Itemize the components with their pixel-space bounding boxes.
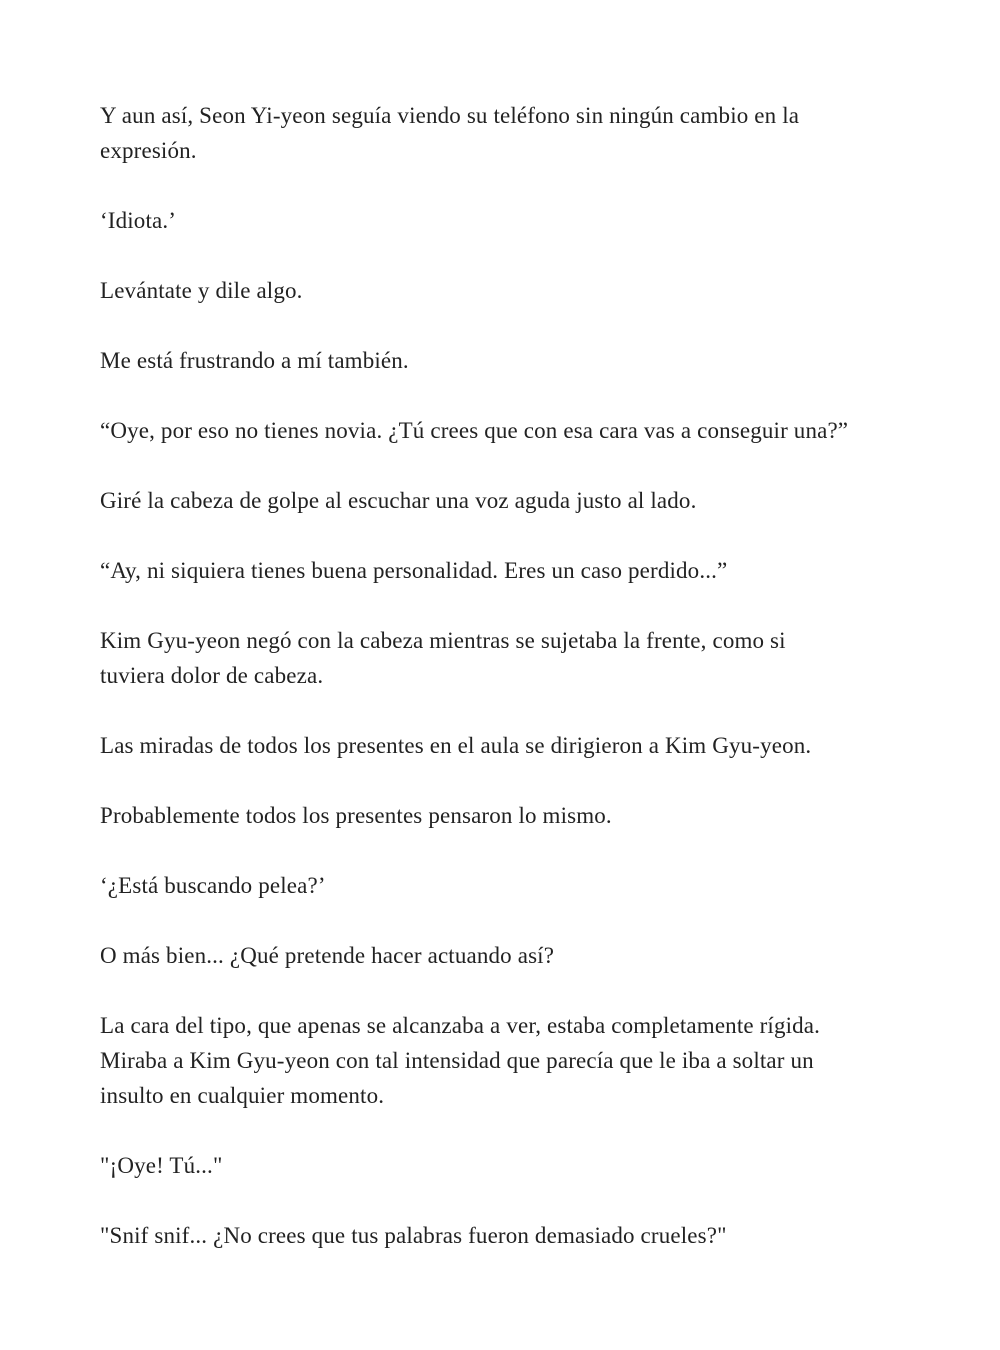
paragraph-line: “Oye, por eso no tienes novia. ¿Tú crees que con esa cara vas a conseguir una?”: [100, 418, 849, 443]
paragraph: [100, 273, 920, 308]
paragraph: [100, 1008, 920, 1113]
paragraph-line: Probablemente todos los presentes pensaron lo mismo.: [100, 803, 612, 828]
paragraph-line: La cara del tipo, que apenas se alcanzaba a ver, estaba completamente rígida.: [100, 1013, 821, 1038]
paragraph: [100, 413, 920, 448]
paragraph: [100, 1218, 920, 1253]
paragraph-line: “Ay, ni siquiera tienes buena personalidad. Eres un caso perdido...”: [100, 558, 728, 583]
paragraph-line: insulto en cualquier momento.: [100, 1083, 385, 1108]
paragraph-line: expresión.: [100, 138, 197, 163]
paragraph-line: tuviera dolor de cabeza.: [100, 663, 324, 688]
paragraph-line: Miraba a Kim Gyu-yeon con tal intensidad que parecía que le iba a soltar un: [100, 1048, 814, 1073]
paragraph-line: Me está frustrando a mí también.: [100, 348, 409, 373]
paragraph: [100, 98, 920, 168]
document-body: [100, 98, 920, 1288]
paragraph-line: ‘¿Está buscando pelea?’: [100, 873, 326, 898]
paragraph: [100, 343, 920, 378]
paragraph: [100, 553, 920, 588]
paragraph-line: Y aun así, Seon Yi-yeon seguía viendo su teléfono sin ningún cambio en la: [100, 103, 800, 128]
paragraph: [100, 728, 920, 763]
paragraph-line: "¡Oye! Tú...": [100, 1153, 223, 1178]
paragraph-line: "Snif snif... ¿No crees que tus palabras fueron demasiado crueles?": [100, 1223, 727, 1248]
paragraph: [100, 623, 920, 693]
paragraph: [100, 483, 920, 518]
paragraph-line: Kim Gyu-yeon negó con la cabeza mientras se sujetaba la frente, como si: [100, 628, 786, 653]
paragraph: [100, 938, 920, 973]
paragraph-line: Levántate y dile algo.: [100, 278, 303, 303]
paragraph-line: Las miradas de todos los presentes en el aula se dirigieron a Kim Gyu-yeon.: [100, 733, 812, 758]
paragraph: [100, 798, 920, 833]
paragraph-line: Giré la cabeza de golpe al escuchar una voz aguda justo al lado.: [100, 488, 697, 513]
paragraph: [100, 868, 920, 903]
paragraph-line: O más bien... ¿Qué pretende hacer actuando así?: [100, 943, 555, 968]
paragraph: [100, 203, 920, 238]
paragraph: [100, 1148, 920, 1183]
paragraph-line: ‘Idiota.’: [100, 208, 177, 233]
